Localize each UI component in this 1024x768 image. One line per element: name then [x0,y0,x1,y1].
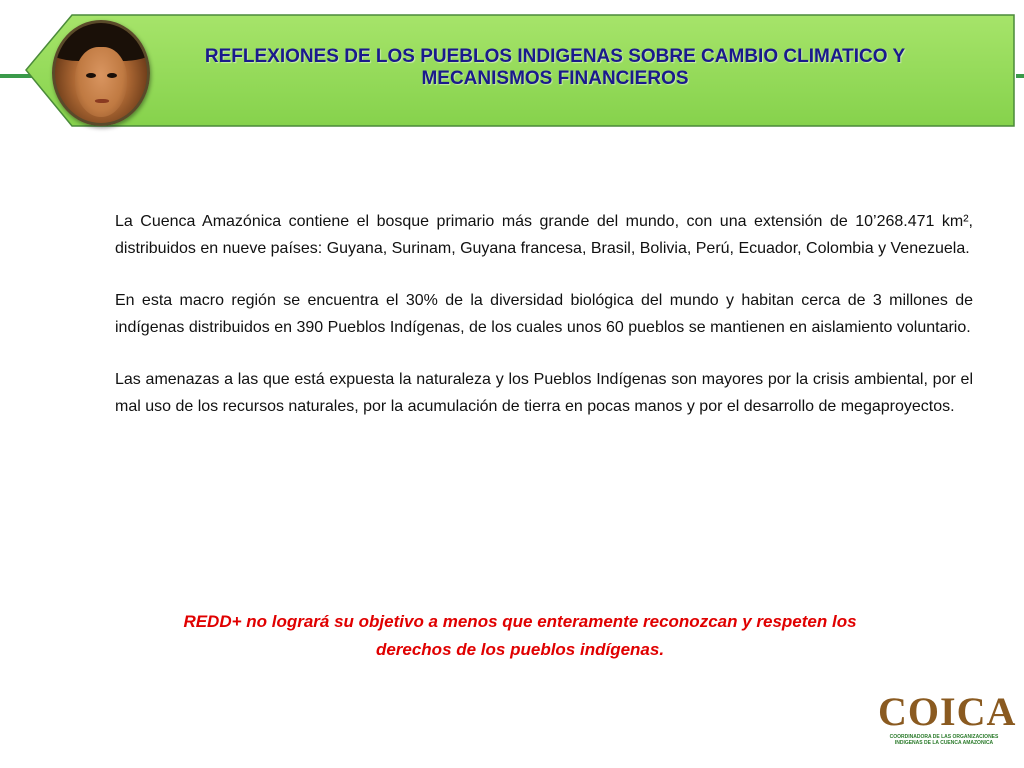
coica-logo-subtitle-2: INDIGENAS DE LA CUENCA AMAZONICA [894,740,994,746]
slide-title-line-1: REFLEXIONES DE LOS PUEBLOS INDIGENAS SOBRE CAMBIO CLIMATICO Y [204,46,906,67]
coica-logo-mark: COICA [878,689,1017,734]
portrait-mouth [95,99,109,103]
coica-logo [878,689,1017,750]
body-text [115,208,973,445]
slide-title-line-2: MECANISMOS FINANCIEROS [421,68,689,89]
portrait-face [75,47,127,117]
slide-title [130,46,980,90]
paragraph-biodiversity: En esta macro región se encuentra el 30% de la diversidad biológica del mundo y habitan cerca de 3 millones de indígenas distribuidos en 390 Pueblos Indígenas, de los cuales unos 60 pueblos se mantienen en aislamiento voluntario. [115,292,973,336]
portrait-eye-left [86,73,96,78]
header-accent-line-right [1016,74,1024,78]
paragraph-threats: Las amenazas a las que está expuesta la naturaleza y los Pueblos Indígenas son mayores por la crisis ambiental, por el mal uso de los recursos naturales, por la acumulación de tierra en pocas manos y por el desarrollo de megaproyectos. [115,371,973,415]
redd-quote-line-1: REDD+ no logrará su objetivo a menos que enteramente reconozcan y respeten los [183,612,857,631]
redd-quote [120,608,920,664]
paragraph-amazon-basin: La Cuenca Amazónica contiene el bosque primario más grande del mundo, con una extensión de 10’268.471 km², distribuidos en nueve países: Guyana, Surinam, Guyana francesa, Brasil, Bolivia, Perú, Ecuador, Colombia y Venezuela. [115,213,973,257]
redd-quote-line-2: derechos de los pueblos indígenas. [375,640,665,659]
portrait-eye-right [107,73,117,78]
coica-logo-subtitle-1: COORDINADORA DE LAS ORGANIZACIONES [889,734,999,740]
